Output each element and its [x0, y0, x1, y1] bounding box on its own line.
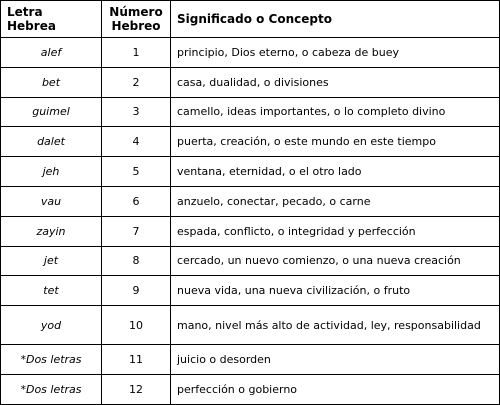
table-row	[1, 157, 500, 187]
letter-meaning: mano, nivel más alto de actividad, ley, responsabilidad	[171, 306, 500, 345]
table-row	[1, 127, 500, 157]
letter-name: *Dos letras	[1, 374, 102, 404]
header-number-line2: Hebreo	[111, 19, 161, 33]
table-row	[1, 246, 500, 276]
table-row	[1, 186, 500, 216]
letter-number: 10	[102, 306, 171, 345]
header-number-line1: Número	[109, 5, 163, 19]
letter-name: guimel	[1, 97, 102, 127]
table-row	[1, 38, 500, 68]
letter-number: 1	[102, 38, 171, 68]
letter-name: alef	[1, 38, 102, 68]
letter-name: vau	[1, 186, 102, 216]
letter-meaning: casa, dualidad, o divisiones	[171, 67, 500, 97]
table-row	[1, 216, 500, 246]
table-row	[1, 97, 500, 127]
letter-name: yod	[1, 306, 102, 345]
letter-name: bet	[1, 67, 102, 97]
header-meaning: Significado o Concepto	[171, 1, 500, 38]
table-header-row	[1, 1, 500, 38]
letter-name: tet	[1, 276, 102, 306]
letter-meaning: principio, Dios eterno, o cabeza de buey	[171, 38, 500, 68]
table-row	[1, 67, 500, 97]
letter-number: 4	[102, 127, 171, 157]
table-row	[1, 306, 500, 345]
letter-number: 8	[102, 246, 171, 276]
letter-number: 11	[102, 345, 171, 375]
header-letter: Letra Hebrea	[1, 1, 102, 38]
letter-number: 7	[102, 216, 171, 246]
letter-meaning: cercado, un nuevo comienzo, o una nueva creación	[171, 246, 500, 276]
letter-name: jet	[1, 246, 102, 276]
letter-number: 3	[102, 97, 171, 127]
letter-meaning: nueva vida, una nueva civilización, o fruto	[171, 276, 500, 306]
table-row	[1, 345, 500, 375]
letter-name: dalet	[1, 127, 102, 157]
letter-number: 9	[102, 276, 171, 306]
header-number	[102, 1, 171, 38]
table-row	[1, 276, 500, 306]
letter-meaning: perfección o gobierno	[171, 374, 500, 404]
letter-meaning: juicio o desorden	[171, 345, 500, 375]
letter-number: 12	[102, 374, 171, 404]
letter-meaning: espada, conflicto, o integridad y perfección	[171, 216, 500, 246]
letter-name: *Dos letras	[1, 345, 102, 375]
letter-meaning: puerta, creación, o este mundo en este tiempo	[171, 127, 500, 157]
letter-meaning: ventana, eternidad, o el otro lado	[171, 157, 500, 187]
letter-name: zayin	[1, 216, 102, 246]
letter-number: 2	[102, 67, 171, 97]
table-row	[1, 374, 500, 404]
letter-number: 5	[102, 157, 171, 187]
letter-name: jeh	[1, 157, 102, 187]
letter-meaning: camello, ideas importantes, o lo completo divino	[171, 97, 500, 127]
letter-number: 6	[102, 186, 171, 216]
letter-meaning: anzuelo, conectar, pecado, o carne	[171, 186, 500, 216]
